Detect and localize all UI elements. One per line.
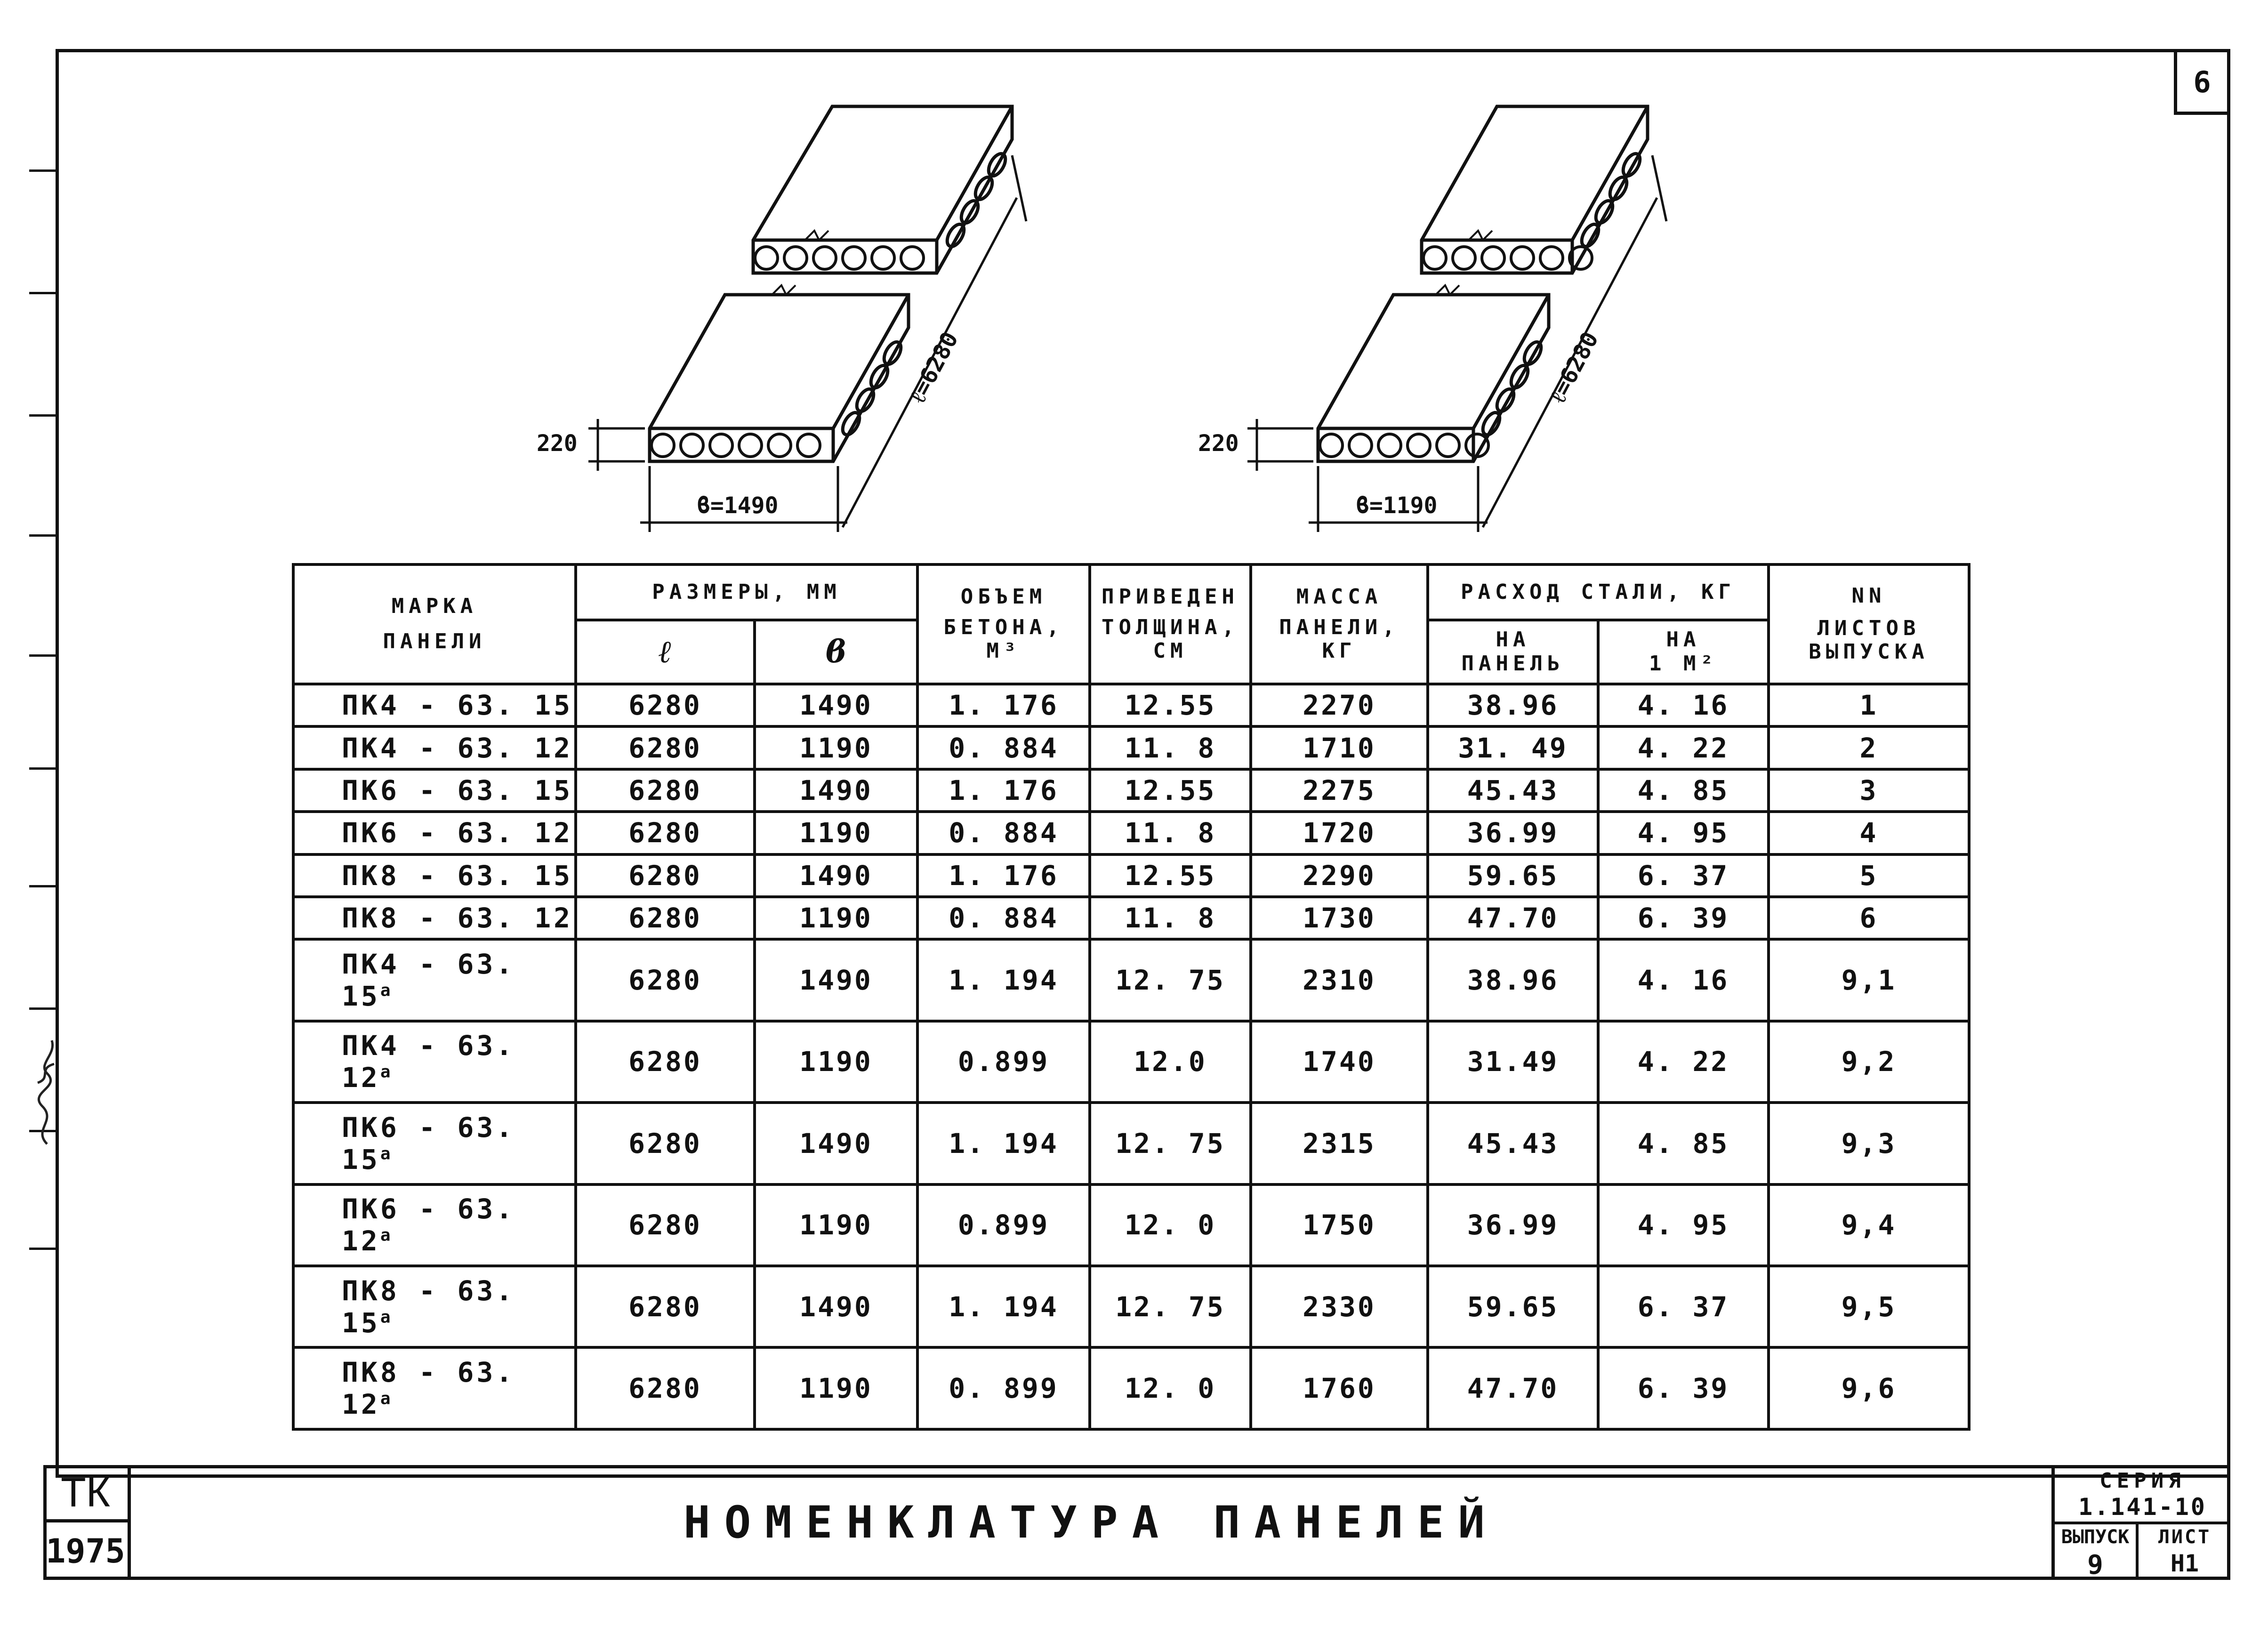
cell-steel-panel: 31.49 <box>1428 1021 1598 1103</box>
mark-text: ПК8 - 63. 12 <box>342 902 573 934</box>
table-row <box>293 684 1969 726</box>
cell-steel-panel: 59.65 <box>1428 854 1598 897</box>
cell-steel-panel: 38.96 <box>1428 684 1598 726</box>
mark-text: ПК4 - 63. 15 <box>342 948 515 1012</box>
table-row <box>293 939 1969 1021</box>
cell-mark <box>293 1347 576 1429</box>
cell-steel-m2: 4. 85 <box>1598 1103 1769 1184</box>
cell-sheets: 4 <box>1769 812 1969 854</box>
issue-value: 9 <box>2087 1550 2103 1580</box>
cell-thickness: 12. 75 <box>1090 1103 1251 1184</box>
cell-steel-panel: 47.70 <box>1428 1347 1598 1429</box>
mark-text: ПК4 - 63. 12 <box>342 1030 515 1094</box>
height-dim-wide: 220 <box>537 430 578 457</box>
cell-thickness: 12. 0 <box>1090 1184 1251 1266</box>
cell-mass: 1740 <box>1251 1021 1428 1103</box>
header-text: ПАНЕЛИ, <box>1279 615 1399 639</box>
header-text: ЛИСТОВ <box>1817 616 1921 640</box>
cell-steel-panel: 38.96 <box>1428 939 1598 1021</box>
cell-sheets: 1 <box>1769 684 1969 726</box>
cell-steel-m2: 4. 22 <box>1598 726 1769 769</box>
header-text: МАРКА <box>391 594 478 619</box>
cell-steel-panel: 45.43 <box>1428 1103 1598 1184</box>
cell-thickness: 11. 8 <box>1090 897 1251 939</box>
cell-sheets: 9,6 <box>1769 1347 1969 1429</box>
stamp-divider <box>2055 1522 2230 1524</box>
cell-steel-m2: 6. 39 <box>1598 1347 1769 1429</box>
header-text: ПАНЕЛИ <box>383 629 486 653</box>
cell-mass: 2310 <box>1251 939 1428 1021</box>
cell-steel-panel: 45.43 <box>1428 769 1598 812</box>
margin-tick <box>29 414 56 417</box>
cell-steel-m2: 4. 16 <box>1598 684 1769 726</box>
cell-thickness: 12. 75 <box>1090 1266 1251 1347</box>
width-dim-wide: ϐ=1490 <box>697 492 779 519</box>
table-row <box>293 726 1969 769</box>
cell-mass: 1720 <box>1251 812 1428 854</box>
nomenclature-table <box>292 563 1968 1431</box>
cell-sheets: 9,5 <box>1769 1266 1969 1347</box>
cell-volume: 1. 194 <box>917 939 1090 1021</box>
cell-mark <box>293 684 576 726</box>
cell-steel-m2: 4. 22 <box>1598 1021 1769 1103</box>
cell-length: 6280 <box>576 1347 755 1429</box>
cell-mass: 2315 <box>1251 1103 1428 1184</box>
cell-mass: 2290 <box>1251 854 1428 897</box>
cell-mass: 2275 <box>1251 769 1428 812</box>
cell-steel-m2: 6. 39 <box>1598 897 1769 939</box>
cell-thickness: 12.0 <box>1090 1021 1251 1103</box>
cell-volume: 0.899 <box>917 1021 1090 1103</box>
cell-mark <box>293 1103 576 1184</box>
cell-length: 6280 <box>576 812 755 854</box>
header-steel-panel <box>1428 620 1598 684</box>
cell-steel-panel: 36.99 <box>1428 812 1598 854</box>
cell-steel-panel: 59.65 <box>1428 1266 1598 1347</box>
series-label: СЕРИЯ <box>2099 1469 2186 1493</box>
margin-tick <box>29 654 56 657</box>
table-row <box>293 769 1969 812</box>
cell-mass: 1750 <box>1251 1184 1428 1266</box>
cell-mark <box>293 812 576 854</box>
margin-tick <box>29 1007 56 1010</box>
header-text: БЕТОНА, <box>943 615 1064 639</box>
height-dim-narrow: 220 <box>1198 430 1239 457</box>
header-thickness <box>1090 564 1251 684</box>
issue-label: ВЫПУСК <box>2061 1526 2130 1548</box>
mark-text: ПК6 - 63. 12 <box>342 817 573 849</box>
cell-sheets: 9,4 <box>1769 1184 1969 1266</box>
header-text: МАССА <box>1296 585 1383 609</box>
mark-text: ПК8 - 63. 15 <box>342 859 573 892</box>
mark-text: ПК8 - 63. 15 <box>342 1274 515 1339</box>
cell-volume: 0.899 <box>917 1184 1090 1266</box>
cell-steel-panel: 31. 49 <box>1428 726 1598 769</box>
signature-mark <box>19 1026 75 1149</box>
header-text: М³ <box>986 639 1021 663</box>
cell-volume: 0. 884 <box>917 897 1090 939</box>
cell-volume: 0. 884 <box>917 726 1090 769</box>
header-text: ТОЛЩИНА, <box>1102 615 1239 639</box>
mark-suffix: а <box>380 981 394 1000</box>
mark-suffix: а <box>380 1389 394 1409</box>
mark-text: ПК4 - 63. 12 <box>342 732 573 764</box>
mark-text: ПК6 - 63. 15 <box>342 1111 515 1176</box>
header-steel-m2 <box>1598 620 1769 684</box>
cell-sheets: 2 <box>1769 726 1969 769</box>
margin-tick <box>29 1248 56 1250</box>
cell-width: 1190 <box>755 726 917 769</box>
header-dims: РАЗМЕРЫ, ММ <box>576 564 917 620</box>
cell-mass: 1710 <box>1251 726 1428 769</box>
cell-length: 6280 <box>576 939 755 1021</box>
cell-volume: 1. 176 <box>917 854 1090 897</box>
header-text: НА <box>1666 628 1701 652</box>
cell-length: 6280 <box>576 769 755 812</box>
cell-length: 6280 <box>576 897 755 939</box>
cell-volume: 1. 176 <box>917 769 1090 812</box>
header-text: ПАНЕЛЬ <box>1461 652 1565 676</box>
cell-thickness: 12.55 <box>1090 769 1251 812</box>
cell-mass: 1760 <box>1251 1347 1428 1429</box>
cell-mass: 2330 <box>1251 1266 1428 1347</box>
cell-sheets: 9,2 <box>1769 1021 1969 1103</box>
cell-width: 1190 <box>755 897 917 939</box>
table-row <box>293 1347 1969 1429</box>
cell-width: 1490 <box>755 684 917 726</box>
table-row <box>293 1184 1969 1266</box>
series-value: 1.141-10 <box>2078 1493 2207 1521</box>
cell-sheets: 9,1 <box>1769 939 1969 1021</box>
cell-length: 6280 <box>576 854 755 897</box>
sheet-value: Н1 <box>2170 1550 2199 1577</box>
cell-width: 1490 <box>755 1103 917 1184</box>
table-row <box>293 812 1969 854</box>
cell-mark <box>293 897 576 939</box>
sheet-number: 6 <box>2174 49 2230 115</box>
cell-width: 1190 <box>755 1347 917 1429</box>
header-text: НА <box>1496 628 1530 652</box>
cell-thickness: 12.55 <box>1090 854 1251 897</box>
header-text: ОБЪЕМ <box>960 585 1047 609</box>
header-text: ВЫПУСКА <box>1809 640 1929 664</box>
cell-mark <box>293 1021 576 1103</box>
table-row <box>293 1021 1969 1103</box>
header-sheets <box>1769 564 1969 684</box>
mark-suffix: а <box>380 1225 394 1245</box>
cell-steel-panel: 47.70 <box>1428 897 1598 939</box>
sheet-label: ЛИСТ <box>2158 1526 2212 1548</box>
margin-tick <box>29 292 56 294</box>
cell-mark <box>293 769 576 812</box>
cell-sheets: 6 <box>1769 897 1969 939</box>
header-mass <box>1251 564 1428 684</box>
cell-length: 6280 <box>576 1103 755 1184</box>
header-text: NN <box>1851 584 1886 608</box>
cell-thickness: 11. 8 <box>1090 812 1251 854</box>
cell-thickness: 11. 8 <box>1090 726 1251 769</box>
mark-suffix: а <box>380 1063 394 1082</box>
margin-tick <box>29 534 56 537</box>
cell-steel-m2: 4. 95 <box>1598 812 1769 854</box>
cell-steel-panel: 36.99 <box>1428 1184 1598 1266</box>
mark-text: ПК6 - 63. 15 <box>342 774 573 806</box>
cell-steel-m2: 6. 37 <box>1598 1266 1769 1347</box>
cell-steel-m2: 4. 16 <box>1598 939 1769 1021</box>
cell-length: 6280 <box>576 684 755 726</box>
cell-mark <box>293 1266 576 1347</box>
cell-mark <box>293 1184 576 1266</box>
cell-width: 1190 <box>755 1184 917 1266</box>
cell-volume: 1. 194 <box>917 1266 1090 1347</box>
cell-width: 1490 <box>755 1266 917 1347</box>
series-stamp <box>2051 1465 2230 1580</box>
cell-mark <box>293 726 576 769</box>
mark-suffix: а <box>380 1144 394 1164</box>
cell-volume: 1. 176 <box>917 684 1090 726</box>
cell-sheets: 3 <box>1769 769 1969 812</box>
header-width: ϐ <box>755 620 917 684</box>
cell-volume: 0. 884 <box>917 812 1090 854</box>
page-title: НОМЕНКЛАТУРА ПАНЕЛЕЙ <box>684 1497 1499 1548</box>
mark-text: ПК8 - 63. 12 <box>342 1356 515 1421</box>
cell-width: 1490 <box>755 769 917 812</box>
mark-suffix: а <box>380 1307 394 1327</box>
cell-mark <box>293 854 576 897</box>
cell-length: 6280 <box>576 726 755 769</box>
mark-text: ПК4 - 63. 15 <box>342 689 573 722</box>
cell-length: 6280 <box>576 1266 755 1347</box>
header-volume <box>917 564 1090 684</box>
cell-steel-m2: 4. 85 <box>1598 769 1769 812</box>
cell-thickness: 12. 0 <box>1090 1347 1251 1429</box>
cell-volume: 0. 899 <box>917 1347 1090 1429</box>
cell-mark <box>293 939 576 1021</box>
cell-width: 1190 <box>755 1021 917 1103</box>
cell-steel-m2: 6. 37 <box>1598 854 1769 897</box>
cell-width: 1190 <box>755 812 917 854</box>
width-dim-narrow: ϐ=1190 <box>1356 492 1438 519</box>
cell-mass: 2270 <box>1251 684 1428 726</box>
table-row <box>293 854 1969 897</box>
table-row <box>293 1266 1969 1347</box>
header-text: ПРИВЕДЕН <box>1102 585 1239 609</box>
cell-thickness: 12.55 <box>1090 684 1251 726</box>
header-length: ℓ <box>576 620 755 684</box>
header-steel: РАСХОД СТАЛИ, КГ <box>1428 564 1769 620</box>
year-label: 1975 <box>43 1522 131 1580</box>
cell-width: 1490 <box>755 939 917 1021</box>
cell-length: 6280 <box>576 1184 755 1266</box>
mark-text: ПК6 - 63. 12 <box>342 1193 515 1257</box>
header-text: СМ <box>1153 639 1188 663</box>
org-label: ТК <box>43 1465 131 1522</box>
cell-volume: 1. 194 <box>917 1103 1090 1184</box>
cell-sheets: 5 <box>1769 854 1969 897</box>
table-row <box>293 1103 1969 1184</box>
length-dim-narrow: ℓ=6280 <box>1544 327 1604 408</box>
header-text: 1 М² <box>1649 652 1718 676</box>
cell-mass: 1730 <box>1251 897 1428 939</box>
table-row <box>293 897 1969 939</box>
cell-thickness: 12. 75 <box>1090 939 1251 1021</box>
cell-width: 1490 <box>755 854 917 897</box>
length-dim-wide: ℓ=6280 <box>904 327 964 408</box>
margin-tick <box>29 885 56 887</box>
cell-steel-m2: 4. 95 <box>1598 1184 1769 1266</box>
margin-tick <box>29 169 56 172</box>
header-mark <box>293 564 576 684</box>
header-text: КГ <box>1322 639 1357 663</box>
cell-sheets: 9,3 <box>1769 1103 1969 1184</box>
cell-length: 6280 <box>576 1021 755 1103</box>
margin-tick <box>29 767 56 770</box>
